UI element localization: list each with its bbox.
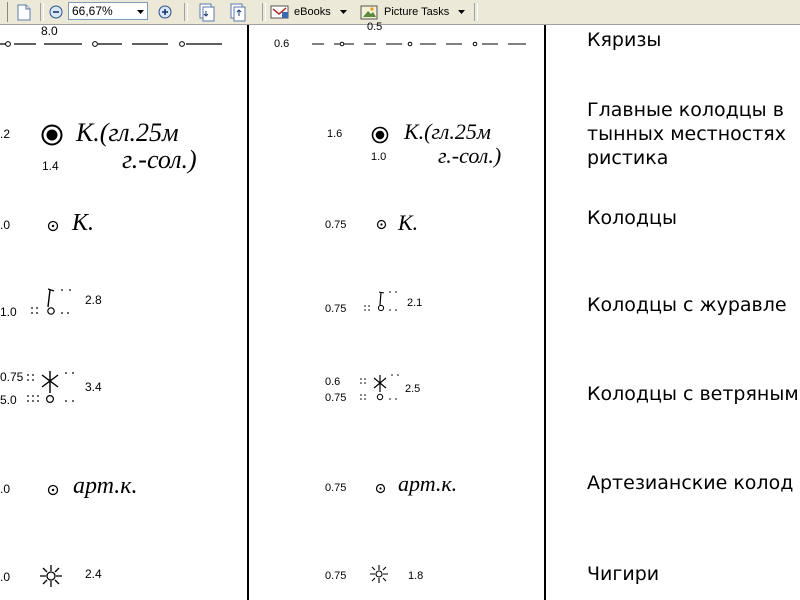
well-label: К.	[398, 210, 419, 235]
right-size-label: 1.6	[327, 128, 343, 140]
left-size-label: 5.0	[0, 393, 17, 407]
picture-tasks-icon	[360, 3, 380, 21]
toolbar	[0, 0, 800, 25]
legend-description: тынных местностях	[587, 123, 786, 145]
right-size-label: 2.1	[407, 297, 423, 309]
left-size-label: 1.0	[0, 305, 17, 319]
toolbar-separator	[262, 3, 266, 21]
well-symbol-small	[376, 219, 387, 230]
right-size-label: 0.6	[274, 38, 290, 50]
main-well-symbol	[41, 124, 63, 146]
crane-well-symbol	[30, 285, 80, 319]
kyariz-line-symbol-small	[312, 40, 528, 48]
zoom-dropdown-arrow-icon[interactable]	[134, 2, 146, 22]
well-label: г.-сол.)	[438, 143, 502, 168]
column-divider	[247, 25, 249, 600]
ebooks-button[interactable]	[270, 2, 350, 22]
left-size-label: 1.4	[42, 159, 59, 173]
right-size-label: 0.75	[325, 303, 347, 315]
legend-description: Колодцы	[587, 207, 677, 229]
document-page	[0, 21, 800, 600]
well-label: К.(гл.25м	[404, 119, 491, 144]
continuous-page-icon[interactable]	[226, 2, 250, 22]
picture-tasks-dropdown-arrow-icon	[458, 10, 465, 14]
chigir-symbol	[38, 563, 66, 589]
windmill-well-symbol-small	[358, 371, 408, 405]
well-label: К.(гл.25м	[76, 118, 179, 147]
well-label: К.	[72, 210, 94, 236]
page-icon[interactable]	[14, 2, 34, 22]
ebooks-icon	[270, 4, 290, 20]
right-size-label: 2.5	[405, 383, 421, 395]
legend-description: Колодцы с журавле	[587, 294, 787, 316]
right-size-label: 0.6	[325, 376, 341, 388]
right-size-label: 1.0	[371, 151, 387, 163]
legend-description: Колодцы с ветряным	[587, 383, 799, 405]
zoom-value: 66,67%	[72, 4, 113, 18]
toolbar-separator	[184, 3, 188, 21]
legend-description: Главные колодцы в	[587, 99, 784, 121]
ebooks-dropdown-arrow-icon	[340, 10, 347, 14]
left-size-label: 3.4	[85, 380, 102, 394]
well-label: арт.к.	[73, 473, 138, 499]
well-label: арт.к.	[398, 471, 458, 496]
toolbar-separator	[474, 3, 478, 21]
left-size-label: .2	[0, 127, 11, 141]
chigir-symbol-small	[369, 564, 391, 584]
legend-description: Артезианские колод	[587, 472, 794, 494]
left-size-label: .0	[0, 482, 11, 496]
right-size-label: 0.75	[325, 570, 347, 582]
left-size-label: 2.4	[85, 567, 102, 581]
windmill-well-symbol	[26, 365, 84, 409]
left-size-label: .0	[0, 218, 11, 232]
column-divider	[544, 25, 546, 600]
left-size-label: 8.0	[41, 24, 58, 38]
ebooks-label: eBooks	[294, 6, 331, 18]
main-well-symbol-small	[371, 126, 389, 144]
left-size-label: 0.75	[0, 370, 24, 384]
artesian-well-symbol-small	[375, 483, 386, 494]
right-size-label: 0.75	[325, 482, 347, 494]
legend-description: Чигири	[587, 563, 660, 585]
right-size-label: 0.5	[367, 21, 383, 33]
picture-tasks-button[interactable]	[360, 2, 472, 22]
right-size-label: 0.75	[325, 219, 347, 231]
kyariz-line-symbol	[0, 39, 225, 49]
legend-description: ристика	[587, 147, 669, 169]
right-size-label: 0.75	[325, 392, 347, 404]
toolbar-button-partial[interactable]	[2, 2, 8, 22]
well-symbol	[47, 220, 59, 232]
crane-well-symbol-small	[362, 288, 406, 314]
legend-description: Кяризы	[587, 29, 662, 51]
single-page-icon[interactable]	[195, 2, 219, 22]
left-size-label: .0	[0, 570, 11, 584]
zoom-out-icon[interactable]	[48, 2, 64, 22]
well-label: г.-сол.)	[122, 145, 197, 174]
zoom-in-icon[interactable]	[157, 2, 173, 22]
picture-tasks-label: Picture Tasks	[384, 6, 450, 18]
artesian-well-symbol	[47, 484, 59, 496]
toolbar-separator	[40, 3, 44, 21]
left-size-label: 2.8	[85, 293, 102, 307]
right-size-label: 1.8	[408, 570, 424, 582]
